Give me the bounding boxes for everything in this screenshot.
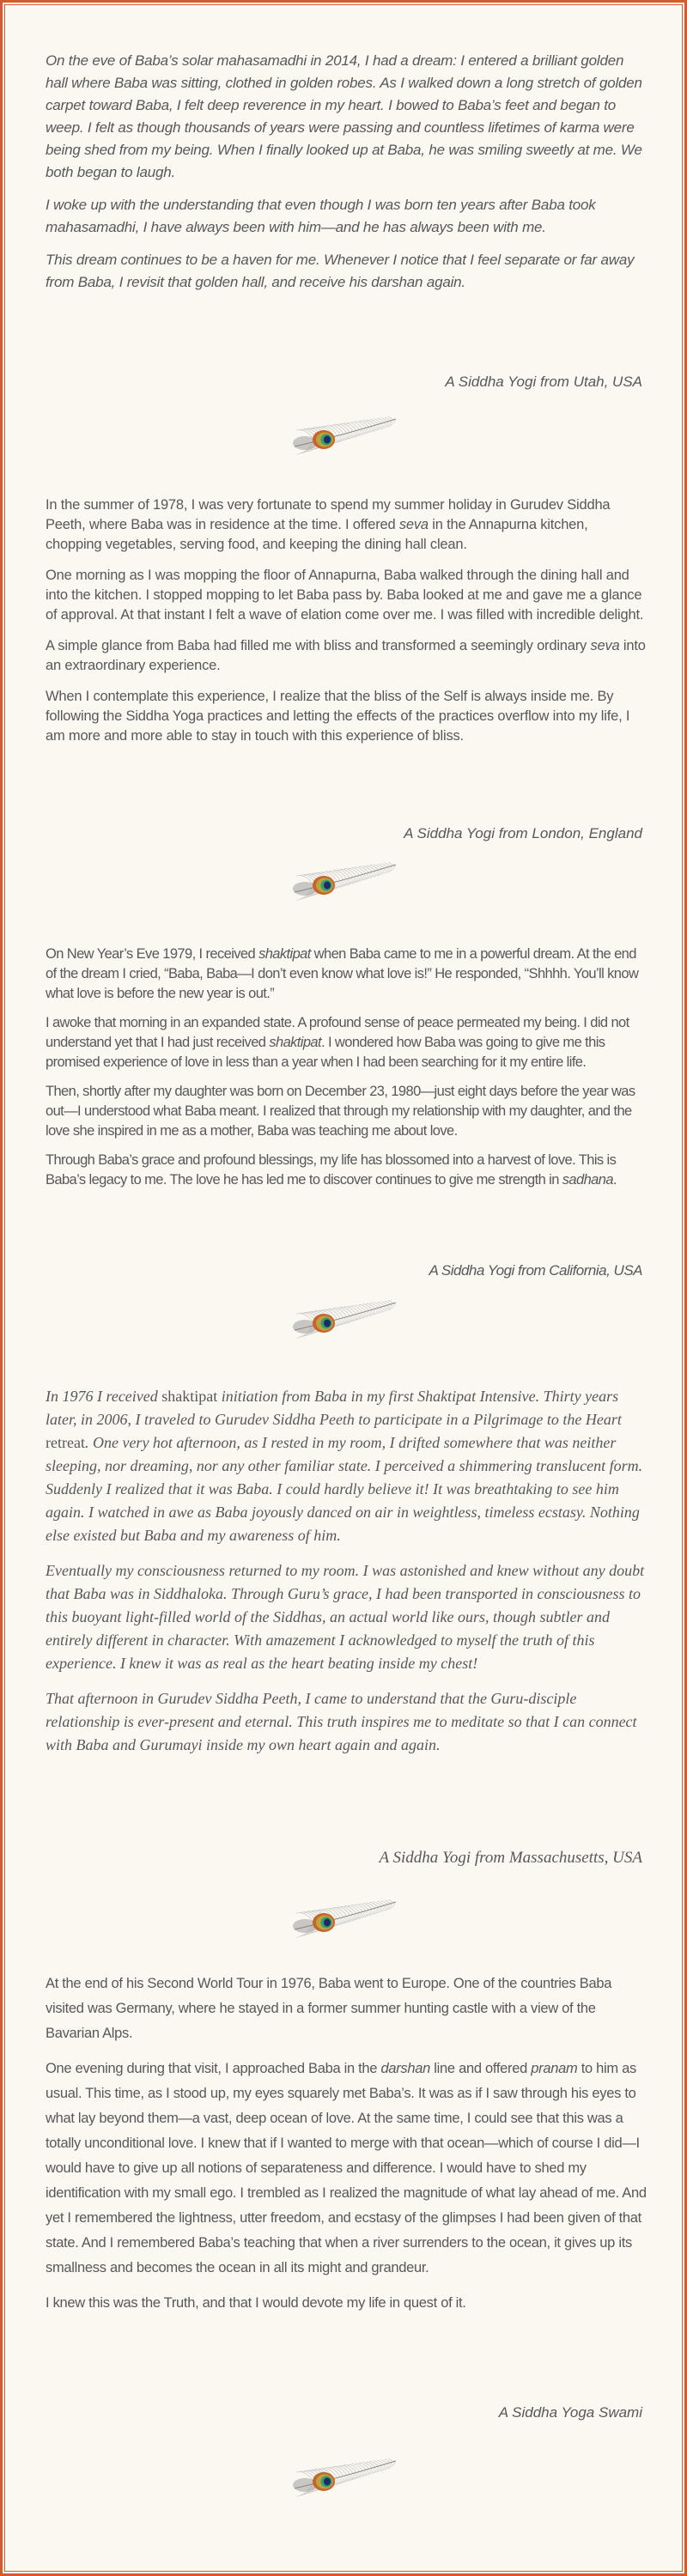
paragraph-text: This dream continues to be a haven for me. Whenever I notice that I feel separate or far away from Baba, I revisit that golden hall, and receive his	[46, 252, 635, 290]
paragraph-text: .	[612, 1172, 617, 1188]
story-signature: A Siddha Yogi from Massachusetts, USA	[379, 1849, 642, 1867]
story-paragraph	[46, 1687, 647, 1757]
paragraph-text: in 2014, I had a dream: I entered a brilliant golden hall where Baba was sitting, clothed in golden robes. As I walked down a long stretch of golden carpet toward Baba, I felt deep reverence in my heart. I bowed to Baba’s feet and began to weep. I felt as though thousands of years were passing and countless lifetimes of karma were being shed from my being. When I finally looked up at Baba, he was smiling sweetly at me. We both began to laugh.	[46, 52, 642, 180]
story-signature: A Siddha Yoga Swami	[498, 2404, 642, 2421]
emphasized-term: pranam	[531, 2061, 578, 2076]
story-signature: A Siddha Yogi from London, England	[404, 825, 642, 841]
paragraph-text: At the end of his Second World Tour in 1976, Baba went to Europe. One of the countries Baba visited was Germany, where he stayed in a former summer hunting castle with a view of the Bavarian Alps.	[46, 1976, 612, 2041]
story-paragraph	[46, 249, 647, 294]
emphasized-term: mahasamadhi	[216, 52, 307, 69]
paragraph-text: when Baba came to me in a powerful dream. At the end of the dream I cried, “Baba, Baba—I don’t even know what love is!” He responded, “Shhhh. You’ll know what love is before the new year is out.”	[46, 946, 639, 1001]
paragraph-text: I knew this was the Truth, and that I would devote my life in quest of it.	[46, 2295, 466, 2311]
story-paragraph	[46, 1013, 647, 1072]
story-paragraph	[46, 194, 647, 239]
paragraph-text: Eventually my consciousness returned to my room. I was astonished and knew without any doubt that Baba was in Siddhaloka. Through Guru’s grace, I had been transported in consciousness to this buoyant light-filled world of the Siddhas, an actual world like ours, though subtler and entirely different in character. With amazement I acknowledged to myself the truth of this experience. I knew it was as real as the heart beating inside my chest!	[46, 1562, 645, 1672]
paragraph-text: . I wondered how Baba was going to give me this promised experience of love in less than a year when I had been searching for it my entire life.	[46, 1035, 605, 1070]
emphasized-term: sadhana	[562, 1172, 613, 1188]
story-utah	[46, 50, 647, 294]
story-paragraph	[46, 566, 647, 625]
paragraph-text: Through Baba’s grace and profound blessings, my life has blossomed into a harvest of love. This is Baba’s legacy to me. The love he has led me to discover continues to give me strength in	[46, 1152, 617, 1188]
paragraph-text: initiation from Baba in my first Shaktipat Intensive. Thirty years later, in 2006, I traveled to Gurudev Siddha Peeth to participate in a Pilgrimage to the Heart	[46, 1388, 622, 1428]
emphasized-term: mahasamadhi	[46, 219, 136, 235]
paragraph-text: again.	[423, 274, 465, 290]
story-paragraph	[46, 1385, 647, 1547]
story-paragraph	[46, 687, 647, 746]
peacock-feather-icon	[288, 409, 399, 469]
story-paragraph	[46, 1082, 647, 1141]
story-signature: A Siddha Yogi from California, USA	[429, 1262, 642, 1279]
paragraph-text: In 1976 I received	[46, 1388, 162, 1405]
paragraph-text: in the Annapurna kitchen, chopping vegetables, serving food, and keeping the dining hall clean.	[46, 517, 588, 552]
story-paragraph	[46, 2291, 647, 2316]
paragraph-text: to him as usual. This time, as I stood up, my eyes squarely met Baba’s. It was as if I saw through his eyes to what lay beyond them—a vast, deep ocean of love. At the same time, I could see that this was a totally unconditional love. I knew that if I wanted to merge with that ocean—which of course I did—I would have to give up all notions of separateness and difference. I would have to shed my identification with my small ego. I trembled as I realized the magnitude of what lay ahead of me. And yet I remembered the lightness, utter freedom, and ecstasy of the glimpses I had been given of that state. And I remembered Baba’s teaching that when a river surrenders to the ocean, it gives up its smallness and becomes the ocean in all its might and grandeur.	[46, 2061, 647, 2275]
paragraph-text: Then, shortly after my daughter was born on December 23, 1980—just eight days before the year was out—I understood what Baba meant. I realized that through my relationship with my daughter, and the love she inspired in me as a mother, Baba was teaching me about love.	[46, 1084, 635, 1139]
peacock-feather-icon	[288, 2451, 399, 2511]
paragraph-text: When I contemplate this experience, I realize that the bliss of the Self is always inside me. By following the Siddha Yoga practices and letting the effects of the practices overflow into my life, I am more and more able to stay in touch with this experience of bliss.	[46, 689, 630, 744]
story-london	[46, 495, 647, 746]
story-paragraph	[46, 636, 647, 676]
story-paragraph	[46, 2057, 647, 2281]
paragraph-text: I awoke that morning in an expanded state. A profound sense of peace permeated my being. I did not understand yet that I had just received	[46, 1015, 629, 1050]
story-paragraph	[46, 1559, 647, 1675]
paragraph-text: . One very hot afternoon, as I rested in my room, I drifted somewhere that was neither sleeping, nor dreaming, nor any other familiar state. I perceived a shimmering translucent form. Suddenly I realized that it was Baba. I could hardly believe it! It was breathtaking to see him again. I watched in awe as Baba joyously danced on air in weightless, timeless ecstasy. Nothing else existed but Baba and my awareness of him.	[46, 1434, 643, 1544]
story-paragraph	[46, 1971, 647, 2046]
story-paragraph	[46, 495, 647, 555]
emphasized-term: retreat	[46, 1434, 85, 1451]
paragraph-text: That afternoon in Gurudev Siddha Peeth, I came to understand that the Guru-disciple relationship is ever-present and eternal. This truth inspires me to meditate so that I can connect with Baba and Gurumayi inside my own heart again and again.	[46, 1690, 637, 1753]
emphasized-term: shaktipat	[161, 1388, 218, 1405]
paragraph-text: into an extraordinary experience.	[46, 638, 646, 673]
paragraph-text: One morning as I was mopping the floor of Annapurna, Baba walked through the dining hall and into the kitchen. I stopped mopping to let Baba pass by. Baba looked at me and gave me a glance of approval. At that instant I felt a wave of elation come over me. I was filled with incredible delight.	[46, 568, 644, 623]
paragraph-text: A simple glance from Baba had filled me with bliss and transformed a seemingly ordinary	[46, 638, 591, 653]
emphasized-term: darshan	[380, 2061, 431, 2076]
paragraph-text: line and offered	[430, 2061, 532, 2076]
story-swami	[46, 1971, 647, 2316]
story-massachusetts	[46, 1385, 647, 1757]
emphasized-term: shaktipat	[269, 1035, 321, 1050]
emphasized-term: darshan	[371, 274, 423, 290]
story-signature: A Siddha Yogi from Utah, USA	[445, 374, 642, 390]
paragraph-text: I woke up with the understanding that even though I was born ten years after Baba took	[46, 197, 596, 213]
emphasized-term: shaktipat	[258, 946, 311, 962]
story-california	[46, 945, 647, 1190]
paragraph-text: On New Year’s Eve 1979, I received	[46, 946, 259, 962]
story-paragraph	[46, 1151, 647, 1190]
story-paragraph	[46, 50, 647, 184]
paragraph-text: In the summer of 1978, I was very fortunate to spend my summer holiday in Gurudev Siddha Peeth, where Baba was in residence at the time. I offered	[46, 497, 611, 532]
story-paragraph	[46, 945, 647, 1004]
peacock-feather-icon	[288, 1292, 399, 1352]
paragraph-text: One evening during that visit, I approached Baba in the	[46, 2061, 381, 2076]
emphasized-term: seva	[398, 517, 429, 532]
paragraph-text: , I have always been with him—and he has always been with me.	[135, 219, 546, 235]
paragraph-text: On the eve of Baba’s solar	[46, 52, 217, 69]
peacock-feather-icon	[288, 1892, 399, 1952]
peacock-feather-icon	[288, 854, 399, 914]
emphasized-term: seva	[590, 638, 620, 653]
